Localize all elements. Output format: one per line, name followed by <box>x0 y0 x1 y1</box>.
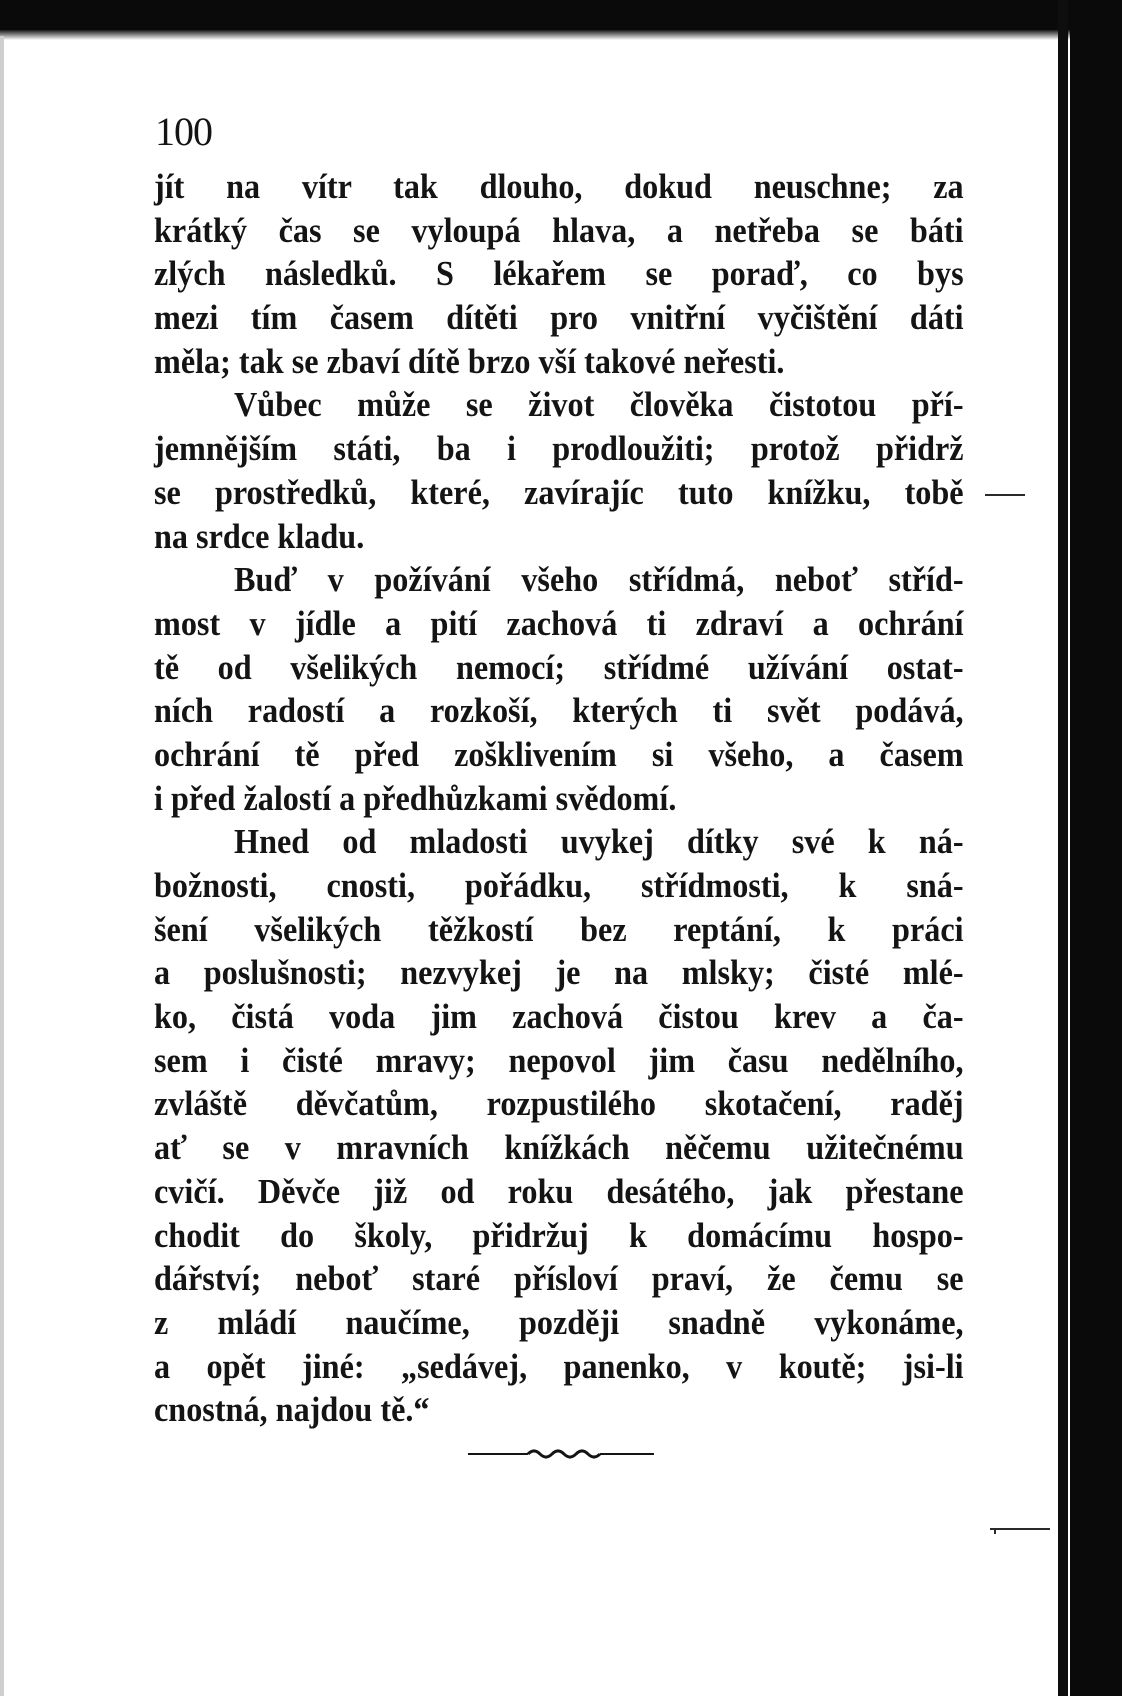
text-line: mezi tím časem dítěti pro vnitřní vyčištění dáti <box>154 298 964 338</box>
text-line: krátký čas se vyloupá hlava, a netřeba se báti <box>154 210 964 250</box>
text-line: Buď v požívání všeho střídmá, neboť stříd- <box>234 560 964 600</box>
text-line: ko, čistá voda jim zachová čistou krev a ča- <box>154 997 964 1037</box>
scan-binding-line <box>1058 0 1068 1696</box>
text-line: tě od všelikých nemocí; střídmé užívání ostat- <box>154 647 964 687</box>
text-line: šení všelikých těžkostí bez reptání, k práci <box>154 909 964 949</box>
text-line: sem i čisté mravy; nepovol jim času nedělního, <box>154 1040 964 1080</box>
text-line: a opět jiné: „sedávej, panenko, v koutě; jsi-li <box>154 1346 964 1386</box>
scan-right-border <box>1070 0 1122 1696</box>
margin-mark <box>990 1528 1050 1530</box>
text-line: chodit do školy, přidržuj k domácímu hospo- <box>154 1215 964 1255</box>
scan-left-edge <box>0 36 4 1696</box>
text-line: ať se v mravních knížkách něčemu užitečnému <box>154 1128 964 1168</box>
text-line: se prostředků, které, zavírajíc tuto knížku, tobě <box>154 472 964 512</box>
text-line: zlých následků. S lékařem se poraď, co bys <box>154 254 964 294</box>
text-line: jít na vítr tak dlouho, dokud neuschne; za <box>154 167 964 206</box>
text-line: božnosti, cnosti, pořádku, střídmosti, k sná- <box>154 866 964 905</box>
scan-top-shading <box>0 30 1122 40</box>
text-line: i před žalostí a předhůzkami svědomí. <box>154 778 677 818</box>
text-line: a poslušnosti; nezvykej je na mlsky; čisté mlé- <box>154 953 964 993</box>
text-line: Vůbec může se život člověka čistotou pří- <box>234 385 964 425</box>
text-line: dářství; neboť staré přísloví praví, že čemu se <box>154 1259 964 1299</box>
text-line: cvičí. Děvče již od roku desátého, jak přestane <box>154 1171 964 1211</box>
text-line: cnostná, najdou tě.“ <box>154 1390 430 1430</box>
text-line: na srdce kladu. <box>154 516 365 556</box>
text-line: ochrání tě před zošklivením si všeho, a časem <box>154 734 964 774</box>
text-line: měla; tak se zbaví dítě brzo vší takové neřesti. <box>154 341 785 381</box>
text-line: Hned od mladosti uvykej dítky své k ná- <box>234 822 964 862</box>
ornament-divider <box>468 1447 654 1461</box>
margin-mark <box>985 494 1025 496</box>
page-number: 100 <box>155 109 212 154</box>
text-line: zvláště děvčatům, rozpustilého skotačení, raděj <box>154 1084 964 1124</box>
text-line: z mládí naučíme, později snadně vykonáme, <box>154 1302 964 1342</box>
ornament-flourish <box>528 1451 600 1457</box>
body-text <box>154 165 964 1432</box>
text-line: jemnějším státi, ba i prodloužiti; protož přidrž <box>154 429 964 469</box>
text-line: most v jídle a pití zachová ti zdraví a ochrání <box>154 603 964 643</box>
text-line: ních radostí a rozkoší, kterých ti svět podává, <box>154 691 964 731</box>
